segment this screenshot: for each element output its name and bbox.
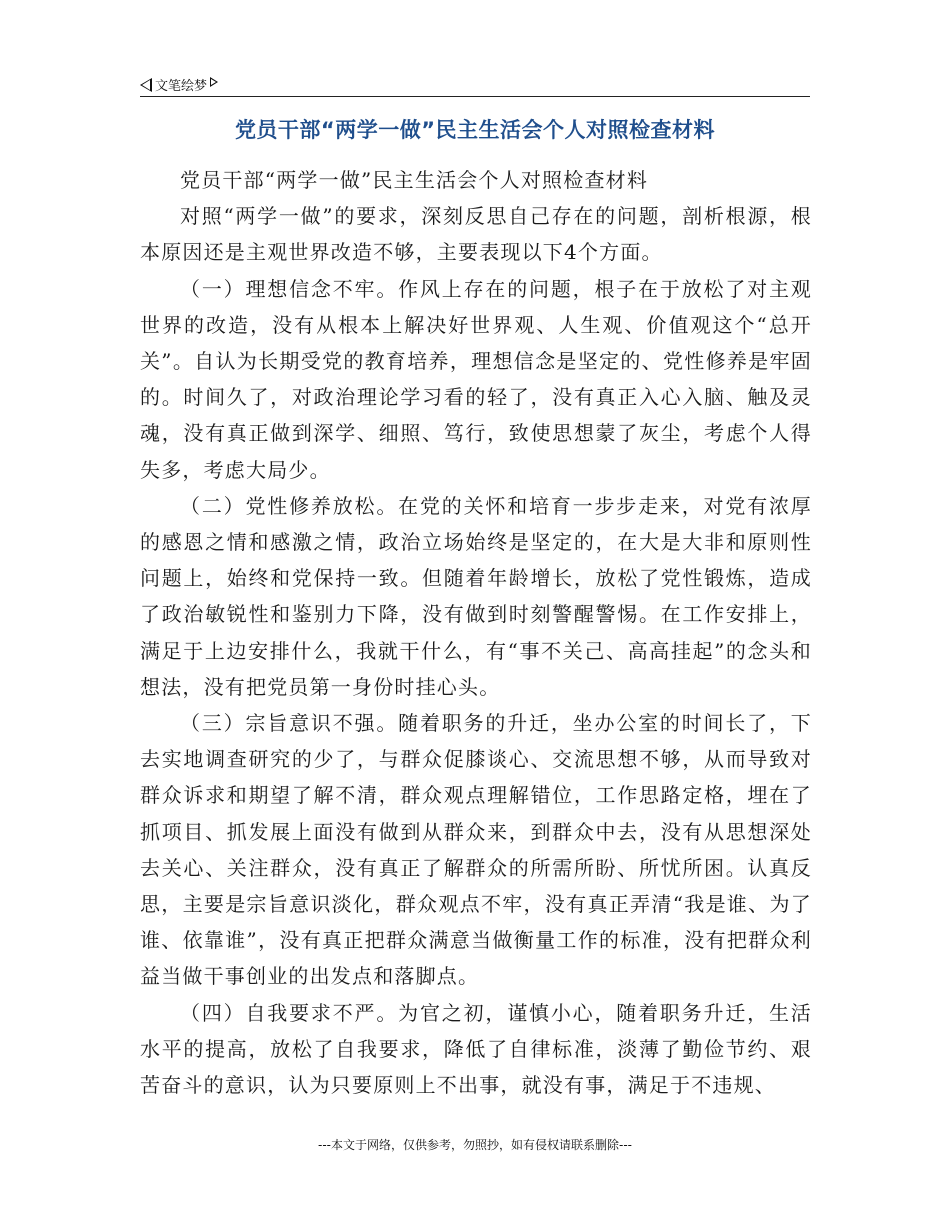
page-header [140,74,810,97]
right-triangle-icon [210,77,218,87]
document-body [140,162,812,1103]
document-title: 党员干部“两学一做”民主生活会个人对照检查材料 [234,118,716,142]
paragraph: （四）自我要求不严。为官之初，谨慎小心，随着职务升迁，生活水平的提高，放松了自我要求，降低了自律标准，淡薄了勤俭节约、艰苦奋斗的意识，认为只要原则上不出事，就没有事，满足于不违规、 [140,1000,812,1098]
header-brand [140,75,218,94]
paragraph: 对照“两学一做”的要求，深刻反思自己存在的问题，剖析根源，根本原因还是主观世界改造不够，主要表现以下4个方面。 [140,204,812,265]
page-footer-disclaimer: ---本文于网络，仅供参考，勿照抄，如有侵权请联系删除--- [318,1138,632,1152]
header-brand-text: 文笔绘梦 [155,79,208,94]
paragraph: （二）党性修养放松。在党的关怀和培育一步步走来，对党有浓厚的感恩之情和感激之情，政治立场始终是坚定的，在大是大非和原则性问题上，始终和党保持一致。但随着年龄增长，放松了党性锻炼，造成了政治敏锐性和鉴别力下降，没有做到时刻警醒警惕。在工作安排上，满足于上边安排什么，我就干什么，有“事不关己、高高挂起”的念头和想法，没有把党员第一身份时挂心头。 [140,493,812,699]
paragraph: （一）理想信念不牢。作风上存在的问题，根子在于放松了对主观世界的改造，没有从根本上解决好世界观、人生观、价值观这个“总开关”。自认为长期受党的教育培养，理想信念是坚定的、党性修养是牢固的。时间久了，对政治理论学习看的轻了，没有真正入心入脑、触及灵魂，没有真正做到深学、细照、笃行，致使思想蒙了灰尘，考虑个人得失多，考虑大局少。 [140,276,812,482]
left-triangle-icon [140,78,152,92]
paragraph: （三）宗旨意识不强。随着职务的升迁，坐办公室的时间长了，下去实地调查研究的少了，与群众促膝谈心、交流思想不够，从而导致对群众诉求和期望了解不清，群众观点理解错位，工作思路定格，埋在了抓项目、抓发展上面没有做到从群众来，到群众中去，没有从思想深处去关心、关注群众，没有真正了解群众的所需所盼、所忧所困。认真反思，主要是宗旨意识淡化，群众观点不牢，没有真正弄清“我是谁、为了谁、依靠谁”，没有真正把群众满意当做衡量工作的标准，没有把群众利益当做干事创业的出发点和落脚点。 [140,711,812,989]
paragraph: 党员干部“两学一做”民主生活会个人对照检查材料 [180,168,649,192]
